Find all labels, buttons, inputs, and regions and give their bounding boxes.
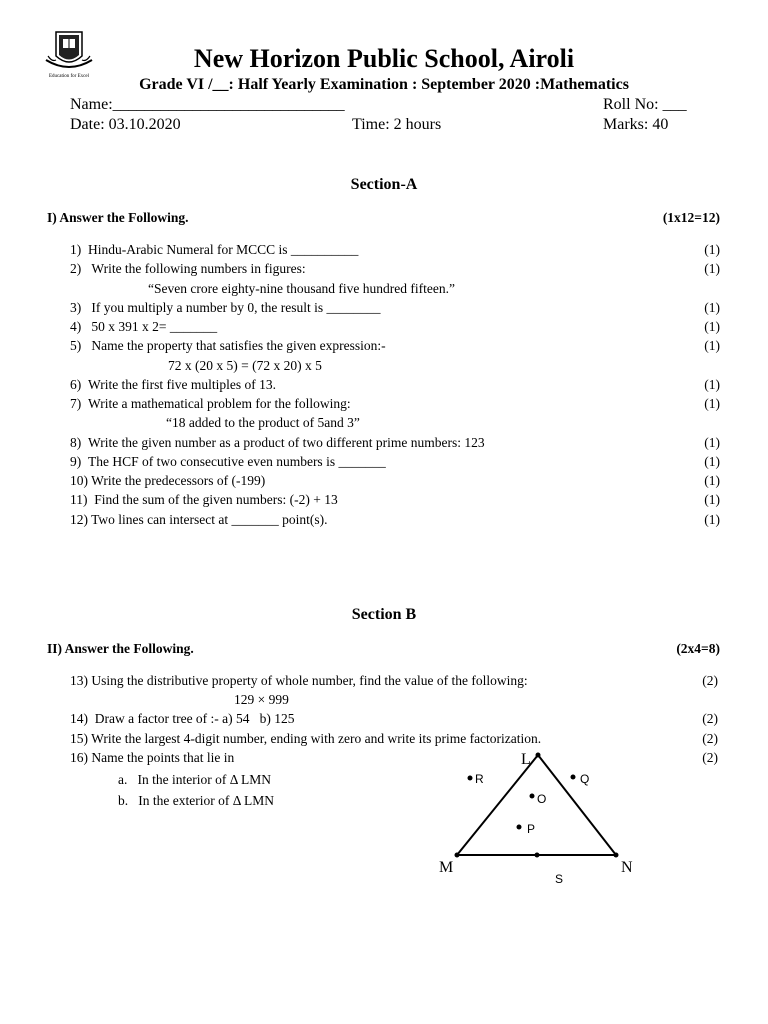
point-n xyxy=(614,853,619,858)
exam-line: Grade VI /__: Half Yearly Examination : September 2020 :Mathematics xyxy=(139,76,629,93)
question-7: 7) Write a mathematical problem for the following: xyxy=(70,396,351,411)
question-4-marks: (1) xyxy=(704,319,720,334)
label-l: L xyxy=(521,751,531,768)
label-s: S xyxy=(555,872,564,886)
question-12: 12) Two lines can intersect at _______ point(s). xyxy=(70,512,328,527)
time-text: Time: 2 hours xyxy=(352,116,442,133)
point-q xyxy=(571,775,576,780)
question-15-marks: (2) xyxy=(702,731,718,746)
question-5: 5) Name the property that satisfies the given expression:- xyxy=(70,338,386,353)
point-m xyxy=(455,853,460,858)
question-6-marks: (1) xyxy=(704,377,720,392)
question-2-marks: (1) xyxy=(704,261,720,276)
date-text: Date: 03.10.2020 xyxy=(70,116,181,133)
triangle-lmn-diagram xyxy=(420,745,650,895)
question-5-marks: (1) xyxy=(704,338,720,353)
point-o xyxy=(530,794,535,799)
question-11: 11) Find the sum of the given numbers: (-2) + 13 xyxy=(70,492,338,507)
roll-field: Roll No: ___ xyxy=(603,96,687,113)
question-13: 13) Using the distributive property of whole number, find the value of the following: xyxy=(70,673,528,688)
question-11-marks: (1) xyxy=(704,492,720,507)
name-field: Name:_____________________________ xyxy=(70,96,345,113)
label-p: P xyxy=(527,822,536,836)
question-16: 16) Name the points that lie in xyxy=(70,750,235,765)
section-a-marks: (1x12=12) xyxy=(662,210,720,225)
question-5-detail: 72 x (20 x 5) = (72 x 20) x 5 xyxy=(168,358,322,373)
school-name: New Horizon Public School, Airoli xyxy=(193,44,575,73)
label-m: M xyxy=(439,859,454,876)
section-b-marks: (2x4=8) xyxy=(676,641,720,656)
question-2: 2) Write the following numbers in figures: xyxy=(70,261,306,276)
question-6: 6) Write the first five multiples of 13. xyxy=(70,377,277,392)
label-q: Q xyxy=(580,772,590,786)
question-16b: b. In the exterior of Δ LMN xyxy=(118,793,275,808)
point-s xyxy=(535,853,540,858)
question-12-marks: (1) xyxy=(704,512,720,527)
point-p xyxy=(517,825,522,830)
section-a-title: Section-A xyxy=(350,176,418,193)
question-3: 3) If you multiply a number by 0, the result is ________ xyxy=(70,300,381,315)
question-16a: a. In the interior of Δ LMN xyxy=(118,772,272,787)
question-13-detail: 129 × 999 xyxy=(234,692,289,707)
question-3-marks: (1) xyxy=(704,300,720,315)
section-b-title: Section B xyxy=(351,606,417,623)
question-8: 8) Write the given number as a product of two different prime numbers: 123 xyxy=(70,435,485,450)
question-4: 4) 50 x 391 x 2= _______ xyxy=(70,319,218,334)
question-15: 15) Write the largest 4-digit number, ending with zero and write its prime factorization. xyxy=(70,731,542,746)
question-10-marks: (1) xyxy=(704,473,720,488)
point-r xyxy=(468,776,473,781)
question-9-marks: (1) xyxy=(704,454,720,469)
question-14-marks: (2) xyxy=(702,711,718,726)
section-b-heading: II) Answer the Following. xyxy=(47,641,194,656)
label-r: R xyxy=(475,772,484,786)
question-13-marks: (2) xyxy=(702,673,718,688)
marks-text: Marks: 40 xyxy=(603,116,669,133)
question-16-marks: (2) xyxy=(702,750,718,765)
logo-motto: Education for Excel xyxy=(49,74,89,79)
question-9: 9) The HCF of two consecutive even numbers is _______ xyxy=(70,454,386,469)
question-1-marks: (1) xyxy=(704,242,720,257)
point-l xyxy=(536,753,541,758)
question-8-marks: (1) xyxy=(704,435,720,450)
question-10: 10) Write the predecessors of (-199) xyxy=(70,473,266,488)
label-o: O xyxy=(537,792,547,806)
question-1: 1) Hindu-Arabic Numeral for MCCC is __________ xyxy=(70,242,359,257)
question-7-detail: “18 added to the product of 5and 3” xyxy=(166,415,360,430)
section-a-heading: I) Answer the Following. xyxy=(47,210,189,225)
question-14: 14) Draw a factor tree of :- a) 54 b) 125 xyxy=(70,711,295,726)
question-2-detail: “Seven crore eighty-nine thousand five hundred fifteen.” xyxy=(148,281,456,296)
label-n: N xyxy=(621,859,633,876)
question-7-marks: (1) xyxy=(704,396,720,411)
